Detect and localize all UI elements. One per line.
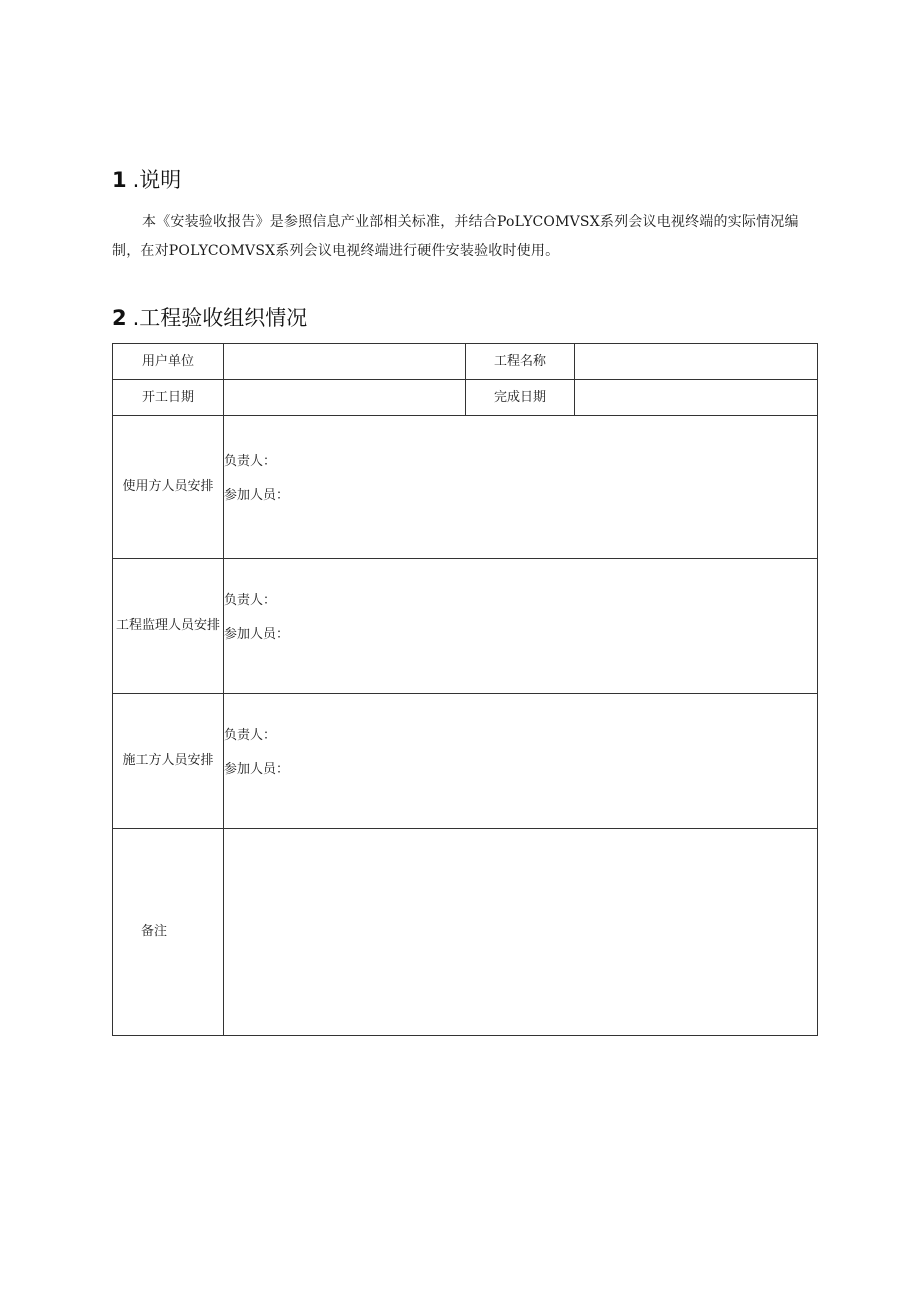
supervisor-staff-field[interactable] — [224, 559, 818, 694]
section-title: .说明 — [132, 168, 182, 192]
table-row — [113, 829, 818, 1036]
table-row — [113, 694, 818, 829]
start-date-field[interactable] — [224, 380, 466, 416]
completion-date-field[interactable] — [575, 380, 818, 416]
participants-label: 参加人员： — [224, 488, 290, 503]
lead-person-label: 负责人： — [224, 593, 277, 608]
section-number: 2 — [112, 306, 127, 330]
table-row — [113, 559, 818, 694]
remarks-field[interactable] — [224, 829, 818, 1036]
contractor-staff-label: 施工方人员安排 — [113, 694, 224, 829]
user-side-staff-field[interactable] — [224, 416, 818, 559]
lead-person-label: 负责人： — [224, 728, 277, 743]
acceptance-organization-table — [112, 343, 818, 1036]
contractor-staff-field[interactable] — [224, 694, 818, 829]
participants-label: 参加人员： — [224, 627, 290, 642]
user-unit-label: 用户单位 — [113, 344, 224, 380]
intro-paragraph: 本《安装验收报告》是参照信息产业部相关标准，并结合PoLYCOMVSX系列会议电视终端的实际情况编制，在对POLYCOMVSX系列会议电视终端进行硬件安装验收时使用。 — [112, 214, 799, 259]
project-name-field[interactable] — [575, 344, 818, 380]
start-date-label: 开工日期 — [113, 380, 224, 416]
table-row — [113, 380, 818, 416]
user-unit-field[interactable] — [224, 344, 466, 380]
section-heading-explanation — [112, 170, 181, 191]
remarks-label: 备注 — [113, 829, 224, 1036]
project-name-label: 工程名称 — [466, 344, 575, 380]
supervisor-staff-label: 工程监理人员安排 — [113, 559, 224, 694]
section-heading-organization — [112, 308, 307, 329]
section-number: 1 — [112, 168, 127, 192]
section-title: .工程验收组织情况 — [132, 306, 308, 330]
lead-person-label: 负责人： — [224, 454, 277, 469]
participants-label: 参加人员： — [224, 762, 290, 777]
completion-date-label: 完成日期 — [466, 380, 575, 416]
table-row — [113, 416, 818, 559]
user-side-staff-label: 使用方人员安排 — [113, 416, 224, 559]
table-row — [113, 344, 818, 380]
